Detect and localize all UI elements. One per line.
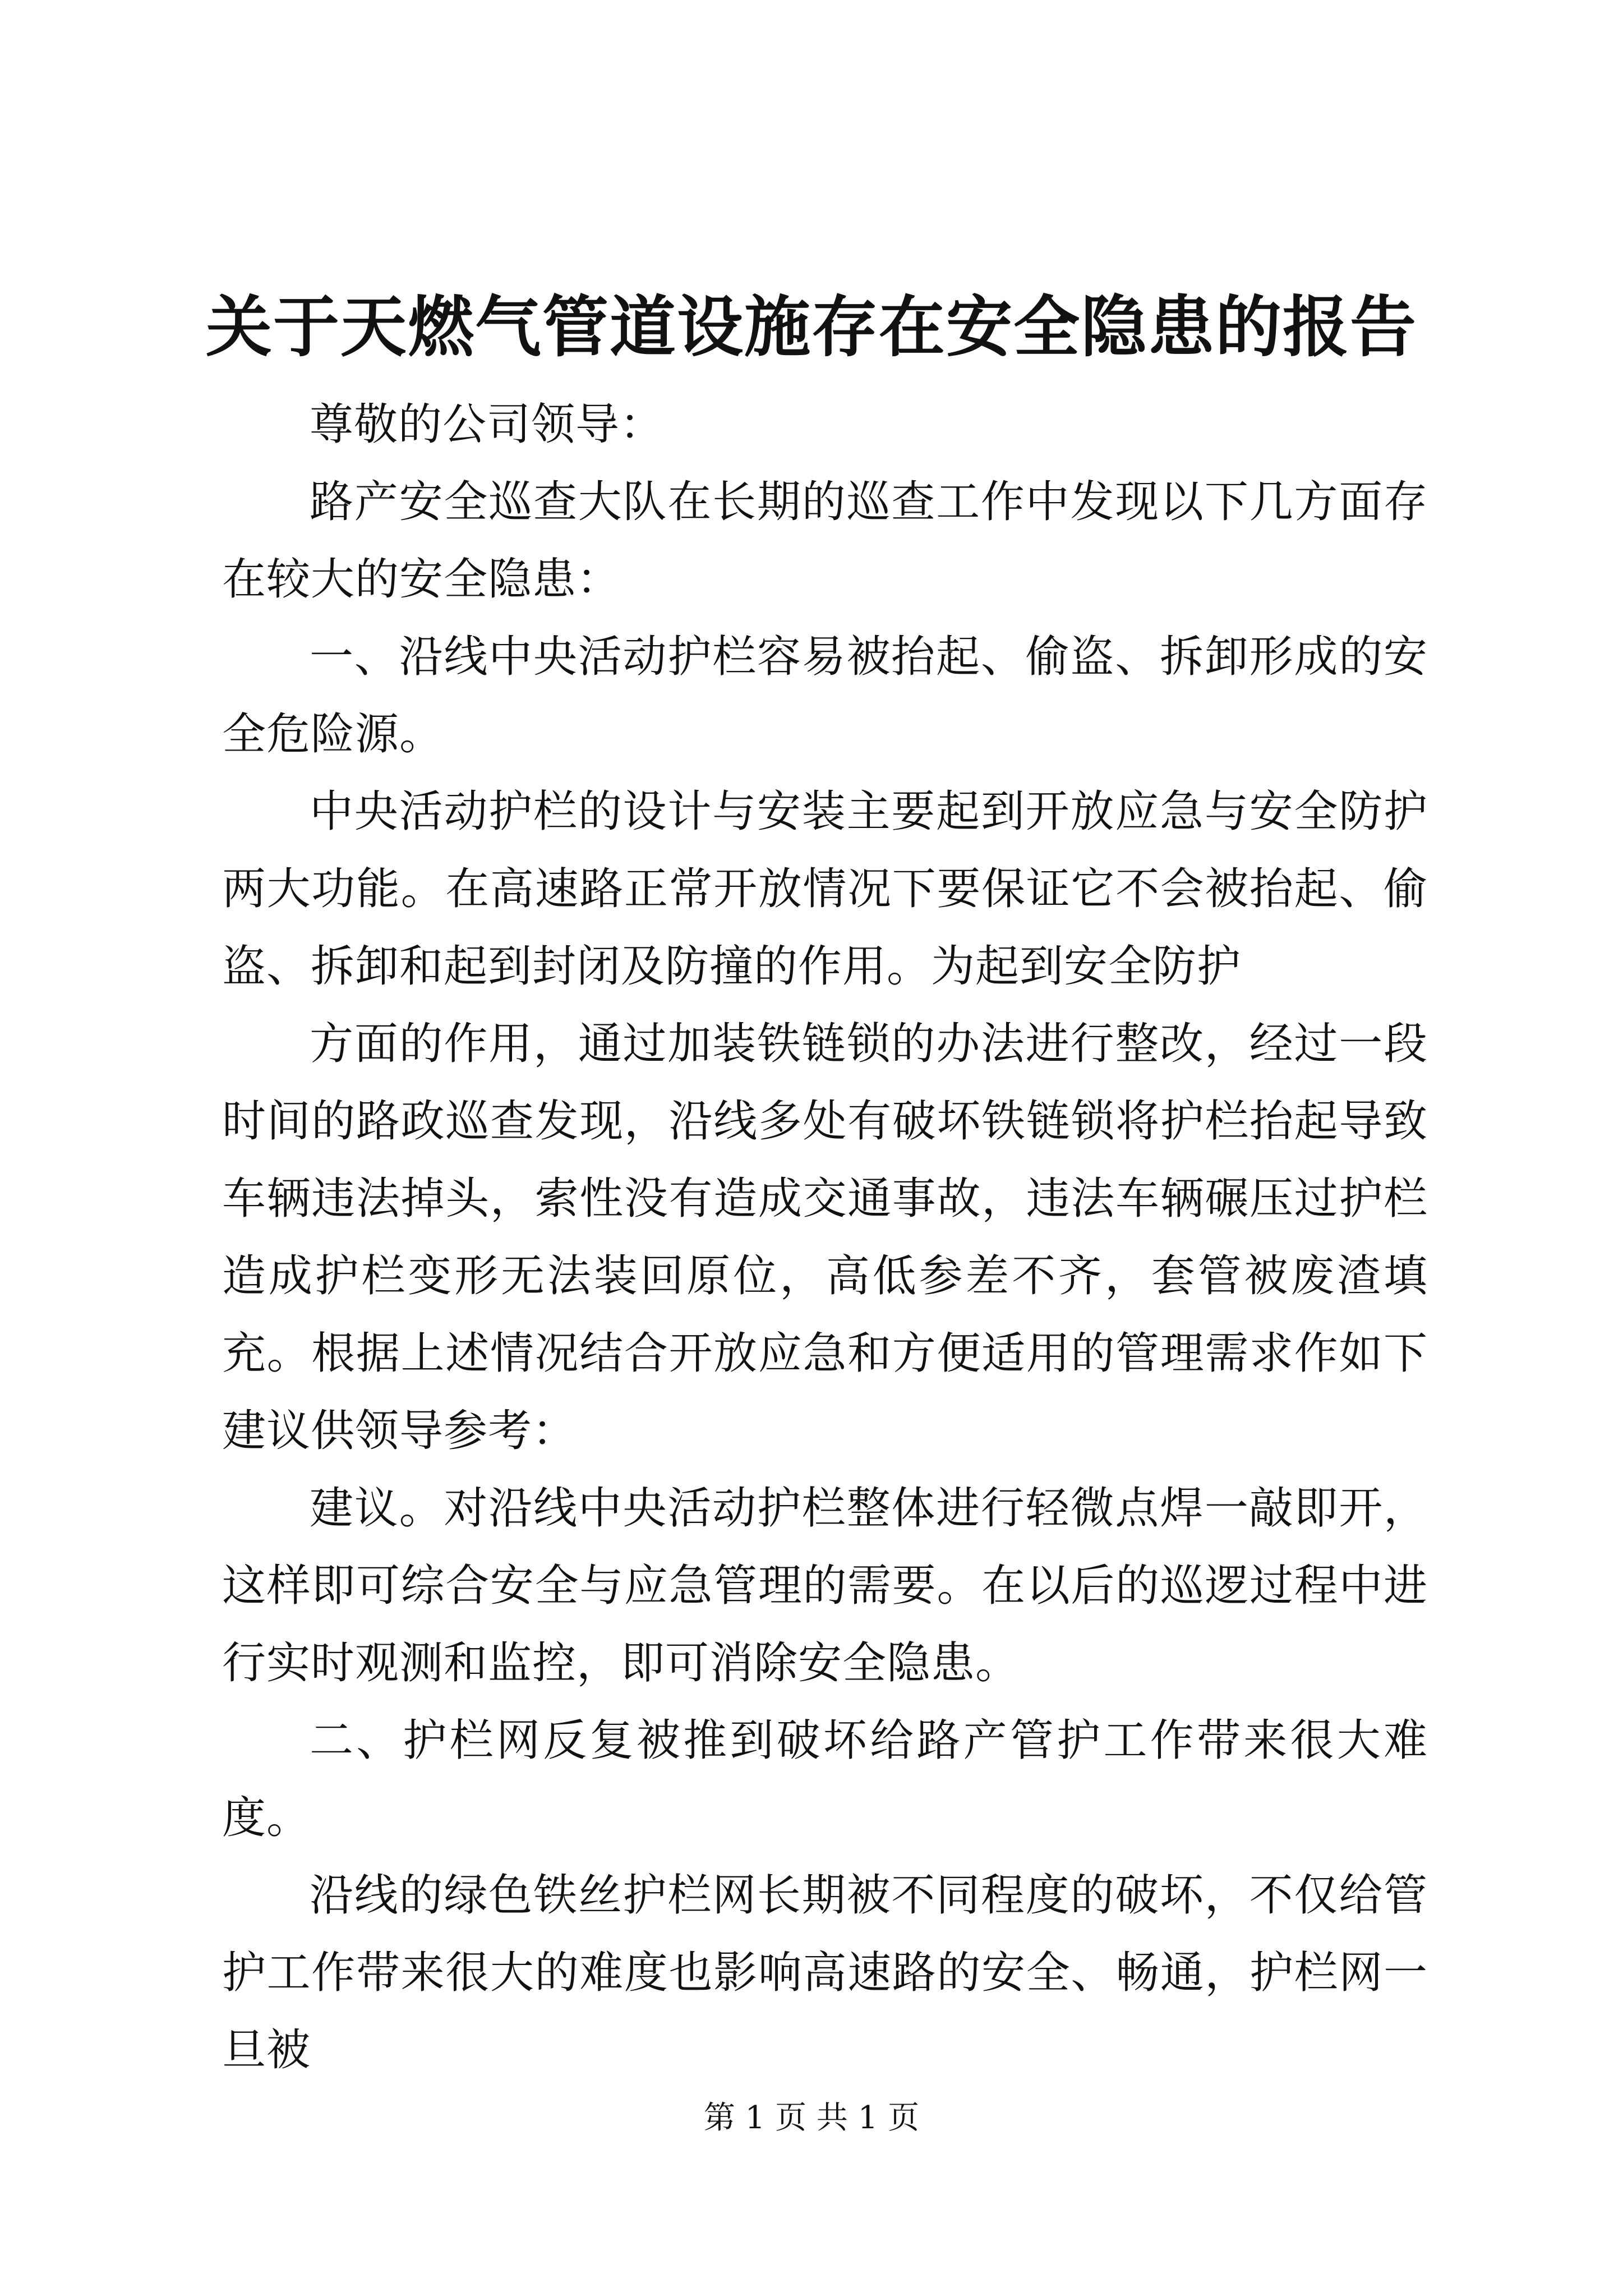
paragraph-guardrail-issues: 方面的作用，通过加装铁链锁的办法进行整改，经过一段时间的路政巡查发现，沿线多处有破坏铁链锁将护栏抬起导致车辆违法掉头，索性没有造成交通事故，违法车辆碾压过护栏造成护栏变形无法装回原位，高低参差不齐，套管被废渣填充。根据上述情况结合开放应急和方便适用的管理需求作如下建议供领导参考： [222,1019,1428,1456]
paragraph-suggestion: 建议。对沿线中央活动护栏整体进行轻微点焊一敲即开，这样即可综合安全与应急管理的需要。在以后的巡逻过程中进行实时观测和监控，即可消除安全隐患。 [222,1483,1428,1688]
paragraph-heading-two: 二、护栏网反复被推到破坏给路产管护工作带来很大难度。 [222,1715,1428,1843]
paragraph-heading-one: 一、沿线中央活动护栏容易被抬起、偷盗、拆卸形成的安全危险源。 [222,632,1428,760]
paragraph-guardrail-function: 中央活动护栏的设计与安装主要起到开放应急与安全防护两大功能。在高速路正常开放情况下要保证它不会被抬起、偷盗、拆卸和起到封闭及防撞的作用。为起到安全防护 [222,786,1428,992]
page-footer: 第 1 页 共 1 页 [703,2100,920,2136]
paragraph-fence-damage: 沿线的绿色铁丝护栏网长期被不同程度的破坏，不仅给管护工作带来很大的难度也影响高速路的安全、畅通，护栏网一旦被 [222,1870,1428,2076]
paragraph-intro: 路产安全巡查大队在长期的巡查工作中发现以下几方面存在较大的安全隐患： [222,477,1428,605]
document-body [222,386,1428,2089]
document-title: 关于天燃气管道设施存在安全隐患的报告 [205,288,1417,366]
paragraph-salutation: 尊敬的公司领导： [310,399,665,450]
